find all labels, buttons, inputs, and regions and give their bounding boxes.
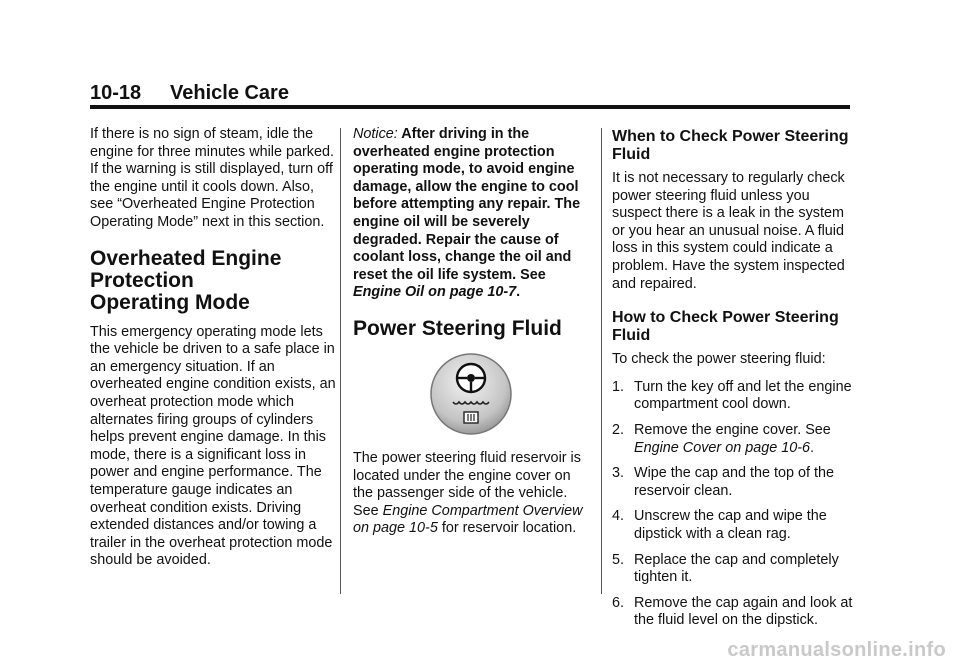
- column-3: [612, 126, 858, 638]
- page-header: [90, 82, 289, 105]
- notice-reference: Engine Oil on page 10-7: [353, 284, 517, 301]
- notice-text: After driving in the overheated engine protection operating mode, to avoid engine damage, allow the engine to cool before attempting any repair. The engine oil will be severely degraded. Repair the cause of coolant loss, change the oil and reset the oil life system. See: [353, 126, 581, 283]
- list-item: 6. Remove the cap again and look at the fluid level on the dipstick.: [612, 594, 853, 629]
- list-item: 4. Unscrew the cap and wipe the dipstick with a clean rag.: [612, 508, 827, 542]
- column-2: [353, 126, 593, 554]
- heading-how-to-check: How to Check Power Steering Fluid: [612, 309, 839, 345]
- overheat-mode-paragraph: This emergency operating mode lets the vehicle be driven to a safe place in an emergency situation. If an overheated engine condition exists, an overheat protection mode which alternates firing groups of cylinders helps prevent engine damage. In this mode, there is a significant loss in power and engine performance. The temperature gauge indicates an overheat condition exists. Driving extended distances and/or towing a trailer in the overheat protection mode should be avoided.: [90, 323, 336, 569]
- intro-paragraph: If there is no sign of steam, idle the engine for three minutes while parked. If the warning is still displayed, turn off the engine until it cools down. Also, see “Overheated Engine Protection Operating Mode” next in this section.: [90, 126, 334, 230]
- engine-cover-reference: Engine Cover on page 10-6: [634, 439, 811, 456]
- notice-label: Notice:: [353, 126, 398, 142]
- power-steering-fluid-icon: [429, 352, 513, 436]
- column-divider: [340, 128, 341, 594]
- section-heading-power-steering: Power Steering Fluid: [353, 316, 562, 340]
- when-paragraph: It is not necessary to regularly check power steering fluid unless you suspect there is a leak in the system or you hear an unusual noise. A fluid loss in this system could indicate a problem. Have the system inspected and repaired.: [612, 170, 845, 292]
- watermark: carmanualsonline.info: [727, 639, 946, 661]
- column-1: [90, 126, 336, 586]
- list-item: 1. Turn the key off and let the engine compartment cool down.: [612, 378, 852, 413]
- heading-when-to-check: When to Check Power Steering Fluid: [612, 128, 849, 163]
- list-item: 3. Wipe the cap and the top of the reservoir clean.: [612, 465, 835, 499]
- how-intro: To check the power steering fluid:: [612, 351, 826, 368]
- reservoir-reference: Engine Compartment Overview on page 10-5: [353, 502, 583, 537]
- list-item: 2. Remove the engine cover. See Engine Cover on page 10-6.: [612, 421, 831, 456]
- column-divider: [601, 128, 602, 594]
- list-item: 5. Replace the cap and completely tighten it.: [612, 551, 839, 586]
- header-rule: [90, 105, 850, 109]
- page-number: 10-18: [90, 82, 142, 104]
- section-heading-overheated: Overheated Engine Protection Operating Mode: [90, 246, 282, 314]
- section-title: Vehicle Care: [170, 82, 289, 104]
- notice-paragraph: Notice: After driving in the overheated engine protection operating mode, to avoid engine damage, allow the engine to cool before attempting any repair. The engine oil will be severely degraded. Repair the cause of coolant loss, change the oil and reset the oil life system. See Engine Oil on page 10-7.: [353, 126, 581, 301]
- reservoir-paragraph: The power steering fluid reservoir is located under the engine cover on the passenger side of the vehicle. See Engine Compartment Overview on page 10-5 for reservoir location.: [353, 449, 583, 537]
